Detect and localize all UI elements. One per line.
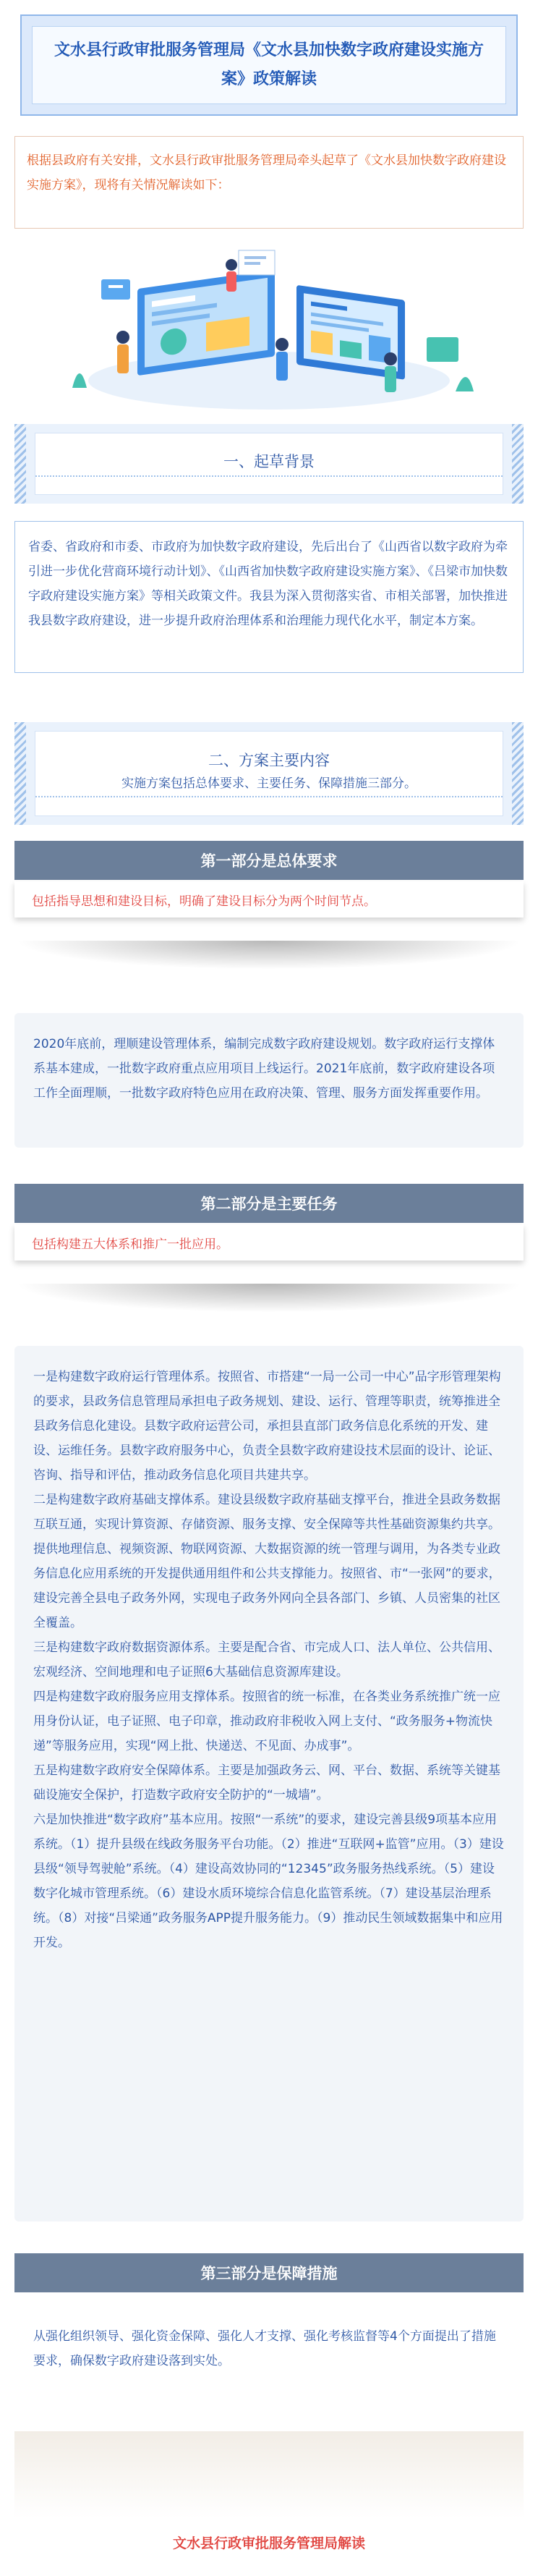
part-1-summary-bar — [14, 881, 524, 918]
section-1-heading-card — [14, 424, 524, 504]
part-1-content-box — [14, 1013, 524, 1148]
section-2-heading-inner — [35, 731, 503, 816]
digital-government-illustration — [51, 236, 487, 417]
section-2-title: 二、方案主要内容 — [208, 752, 330, 769]
stripe-decoration — [512, 722, 524, 825]
part-2-paragraph-3: 三是构建数字政府数据资源体系。主要是配合省、市完成人口、法人单位、公共信用、宏观经济、空间地理和电子证照6大基础信息资源库建设。 — [33, 1640, 500, 1679]
part-2-heading: 第二部分是主要任务 — [200, 1195, 338, 1213]
part-2-summary: 包括构建五大体系和推广一批应用。 — [32, 1237, 229, 1252]
intro-text: 根据县政府有关安排，文水县行政审批服务管理局牵头起草了《文水县加快数字政府建设实施方案》，现将有关情况解读如下： — [27, 153, 506, 192]
section-1-heading-inner — [35, 433, 503, 495]
shadow-divider — [14, 941, 524, 970]
part-1-heading-bar — [14, 841, 524, 880]
part-2-paragraph-5: 五是构建数字政府安全保障体系。主要是加强政务云、网、平台、数据、系统等关键基础设施安全保护，打造数字政府安全防护的“一城墙”。 — [33, 1763, 500, 1802]
stripe-decoration — [14, 722, 26, 825]
footer-banner — [14, 2431, 524, 2518]
part-3-paragraph: 从强化组织领导、强化资金保障、强化人才支撑、强化考核监督等4个方面提出了措施要求，确保数字政府建设落到实处。 — [33, 2329, 496, 2368]
part-3-content-box — [14, 2305, 524, 2392]
intro-box — [14, 136, 524, 229]
section-1-title: 一、起草背景 — [223, 453, 315, 470]
title-inner — [32, 26, 506, 104]
dotted-divider — [35, 475, 503, 477]
part-2-paragraph-6: 六是加快推进“数字政府”基本应用。按照“一系统”的要求，建设完善县级9项基本应用系统。（1）提升县级在线政务服务平台功能。（2）推进“互联网+监管”应用。（3）建设县级“领导驾驶舱”系统。（4）建设高效协同的“12345”政务服务热线系统。（5）建设数字化城市管理系统。（6）建设水质环境综合信息化监管系统。（7）建设基层治理系统。（8）对接“吕梁通”政务服务APP提升服务能力。（9）推动民生领域数据集中和应用开发。 — [33, 1813, 504, 1950]
part-1-paragraph: 2020年底前，理顺建设管理体系，编制完成数字政府建设规划。数字政府运行支撑体系基本建成，一批数字政府重点应用项目上线运行。2021年底前，数字政府建设各项工作全面理顺，一批数字政府特色应用在政府决策、管理、服务方面发挥重要作用。 — [33, 1037, 495, 1101]
section-1-body: 省委、省政府和市委、市政府为加快数字政府建设，先后出台了《山西省以数字政府为牵引进一步优化营商环境行动计划》、《山西省加快数字政府建设实施方案》、《吕梁市加快数字政府建设实施方案》等相关政策文件。我县为深入贯彻落实省、市相关部署，加快推进我县数字政府建设，进一步提升政府治理体系和治理能力现代化水平，制定本方案。 — [28, 540, 508, 628]
section-1-body-box — [14, 521, 524, 673]
stripe-decoration — [512, 424, 524, 504]
part-2-paragraph-1: 一是构建数字政府运行管理体系。按照省、市搭建“一局一公司一中心”品字形管理架构的要求，县政务信息管理局承担电子政务规划、建设、运行、管理等职责，统筹推进全县政务信息化建设。县数字政府运营公司，承担县直部门政务信息化系统的开发、建设、运维任务。县数字政府服务中心，负责全县数字政府建设技术层面的设计、论证、咨询、指导和评估，推动政务信息化项目共建共享。 — [33, 1370, 501, 1483]
section-2-subtitle: 实施方案包括总体要求、主要任务、保障措施三部分。 — [121, 776, 417, 791]
part-2-paragraph-4: 四是构建数字政府服务应用支撑体系。按照省的统一标准，在各类业务系统推广统一应用身份认证，电子证照、电子印章，推动政府非税收入网上支付、“政务服务+物流快递”等服务应用，实现“网上批、快递送、不见面、办成事”。 — [33, 1690, 500, 1753]
stripe-decoration — [14, 424, 26, 504]
part-2-heading-bar — [14, 1184, 524, 1223]
footer-text: 文水县行政审批服务管理局解读 — [172, 2535, 365, 2551]
title-frame — [20, 14, 518, 116]
part-2-summary-bar — [14, 1224, 524, 1261]
dotted-divider — [35, 796, 503, 797]
part-3-heading-bar — [14, 2253, 524, 2292]
part-1-heading: 第一部分是总体要求 — [200, 852, 338, 870]
part-1-summary: 包括指导思想和建设目标，明确了建设目标分为两个时间节点。 — [32, 894, 376, 909]
part-2-paragraph-2: 二是构建数字政府基础支撑体系。建设县级数字政府基础支撑平台，推进全县政务数据互联互通，实现计算资源、存储资源、服务支撑、安全保障等共性基础资源集约共享。提供地理信息、视频资源、物联网资源、大数据资源的统一管理与调用，为各类专业政务信息化应用系统的开发提供通用组件和公共支撑能力。按照省、市“一张网”的要求，建设完善全县电子政务外网，实现电子政务外网向全县各部门、乡镇、人员密集的社区全覆盖。 — [33, 1493, 501, 1630]
page-title: 文水县行政审批服务管理局《文水县加快数字政府建设实施方案》政策解读 — [54, 41, 484, 88]
part-3-heading: 第三部分是保障措施 — [200, 2265, 338, 2282]
part-2-content-box — [14, 1346, 524, 2221]
section-2-heading-card — [14, 722, 524, 825]
shadow-divider — [14, 1284, 524, 1313]
